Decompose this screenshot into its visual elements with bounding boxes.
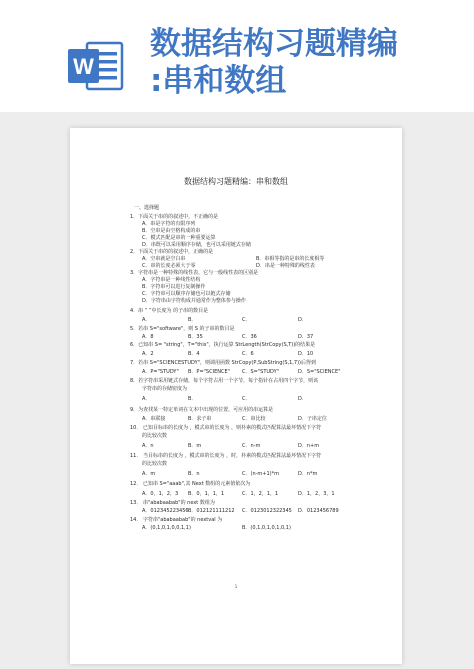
header-banner: [0, 0, 474, 112]
question-line: D．: [298, 317, 307, 323]
question-line: B．0，1，1，1: [188, 491, 225, 497]
question-line: 7．若串 S="SCIENCESTUDY"，则调用函数 StrCopy(P,SubString(S,1,7))后得到: [130, 360, 316, 366]
page-number: 1: [234, 584, 238, 589]
question-line: A．012345223456: [142, 508, 189, 514]
question-line: C．模式匹配是串的一种重要运算: [142, 235, 216, 241]
question-line: C．S="STUDY": [242, 369, 279, 375]
question-line: A．串是字符的有限序列: [142, 221, 196, 227]
question-line: A．0，1，2，3: [142, 491, 179, 497]
question-line: B．字符串可以进行复制操作: [142, 284, 206, 290]
question-line: 的比较次数: [142, 461, 168, 467]
question-line: B．P="SCIENCE": [188, 369, 230, 375]
word-document-icon: [67, 40, 125, 92]
question-line: D．10: [298, 351, 314, 357]
question-line: B．(0,1,0,1,0,1,0,1): [242, 525, 291, 531]
question-line: 字符串的存储密度为: [142, 386, 188, 392]
question-line: B．: [188, 317, 197, 323]
question-line: D．: [298, 396, 307, 402]
question-line: C．字符串可以顺序存储也可以链式存储: [142, 291, 231, 297]
question-line: 12． 已知串 S="aaab",其 Next 数组的元素值依次为: [130, 481, 251, 487]
title-line-2: :串和数组: [150, 63, 287, 99]
question-line: B．35: [188, 334, 203, 340]
question-line: 10． 已知目标串的长度为 ，模式串的长度为 ，则朴素的模式匹配算法最坏情况下字符: [130, 425, 322, 431]
question-line: 13． 串"ababaabab"的 next 数组为: [130, 500, 215, 506]
question-line: A．m: [142, 471, 156, 477]
question-line: A．串联接: [142, 416, 166, 422]
question-line: A．8: [142, 334, 154, 340]
question-line: A．: [142, 317, 151, 323]
question-line: D．0123456789: [298, 508, 339, 514]
question-line: 14． 字符串"ababaabab"的 nextval 为: [130, 517, 223, 523]
question-line: B．4: [188, 351, 200, 357]
question-line: 6．已知串 S= "string"，T="this"，执行运算 StrLength(StrCopy(S,T))的结果是: [130, 342, 316, 348]
question-line: C．(n-m+1)*m: [242, 471, 279, 477]
question-line: D．串是一种特殊的线性表: [256, 263, 315, 269]
question-line: D．n*m: [298, 471, 318, 477]
question-line: B．012121111212: [188, 508, 235, 514]
title-line-1: 数据结构习题精编: [150, 26, 398, 62]
question-line: D．字符串由字符构成并通常作为整体参与操作: [142, 298, 246, 304]
question-line: B．求子串: [188, 416, 212, 422]
question-line: D．37: [298, 334, 314, 340]
question-line: 2．下面关于串的的叙述中，正确的是: [130, 249, 214, 255]
question-line: D．子串定位: [298, 416, 327, 422]
question-line: D．1，2，3，1: [298, 491, 335, 497]
question-line: C．6: [242, 351, 254, 357]
question-line: A．(0,1,0,1,0,0,1,1): [142, 525, 191, 531]
question-line: D．n+m: [298, 443, 320, 449]
question-line: A．空串就是空白串: [142, 256, 186, 262]
question-line: 8．若字符串采用链式存储，每个字符占用一个字节，每个指针在占用四个字节，则该: [130, 378, 319, 384]
question-line: C．串比较: [242, 416, 266, 422]
question-line: C．36: [242, 334, 257, 340]
question-line: C．0123012322345: [242, 508, 292, 514]
question-line: A．n: [142, 443, 154, 449]
question-line: A．字符串是一种线性结构: [142, 277, 201, 283]
question-line: 4．串 “ ”中长度为 的子串的数目是: [130, 308, 209, 314]
question-line: 9．为查找某一特定单词在文本中出现的位置，可应用的串运算是: [130, 407, 274, 413]
question-line: C．串的长度必须大于零: [142, 263, 196, 269]
question-line: 5．若串 S="software"，则 S 的子串的数目是: [130, 326, 235, 332]
question-line: D．串既可以采用顺序存储，也可以采用链式存储: [142, 242, 251, 248]
word-logo-letter: W: [73, 54, 94, 79]
question-line: 3．字符串是一种特殊的线性表，它与一般线性表的区别是: [130, 270, 259, 276]
section-heading: 一、选择题: [134, 205, 160, 211]
question-line: B．: [188, 396, 197, 402]
question-line: B．串相等指的是串的长度相等: [256, 256, 325, 262]
question-line: B．n: [188, 471, 200, 477]
question-line: B．空串是由空格构成的串: [142, 228, 201, 234]
question-line: C．n-m: [242, 443, 261, 449]
document-title: 数据结构习题精编：串和数组: [184, 177, 288, 186]
page-title: [150, 26, 398, 100]
document-page: [70, 128, 402, 664]
question-line: 的比较次数: [142, 433, 168, 439]
question-line: C．: [242, 317, 251, 323]
question-line: A．P="STUDY": [142, 369, 179, 375]
question-line: A．: [142, 396, 151, 402]
question-line: D．S="SCIENCE": [298, 369, 341, 375]
question-line: 1．下面关于串的的叙述中，不正确的是: [130, 214, 219, 220]
question-line: B．m: [188, 443, 202, 449]
question-line: 11． 当目标串的长度为 ，模式串的长度为 ，时，朴素的模式匹配算法最坏情况下字符: [130, 453, 322, 459]
question-line: C．: [242, 396, 251, 402]
question-line: C．1，2，1，1: [242, 491, 279, 497]
question-line: A．2: [142, 351, 154, 357]
